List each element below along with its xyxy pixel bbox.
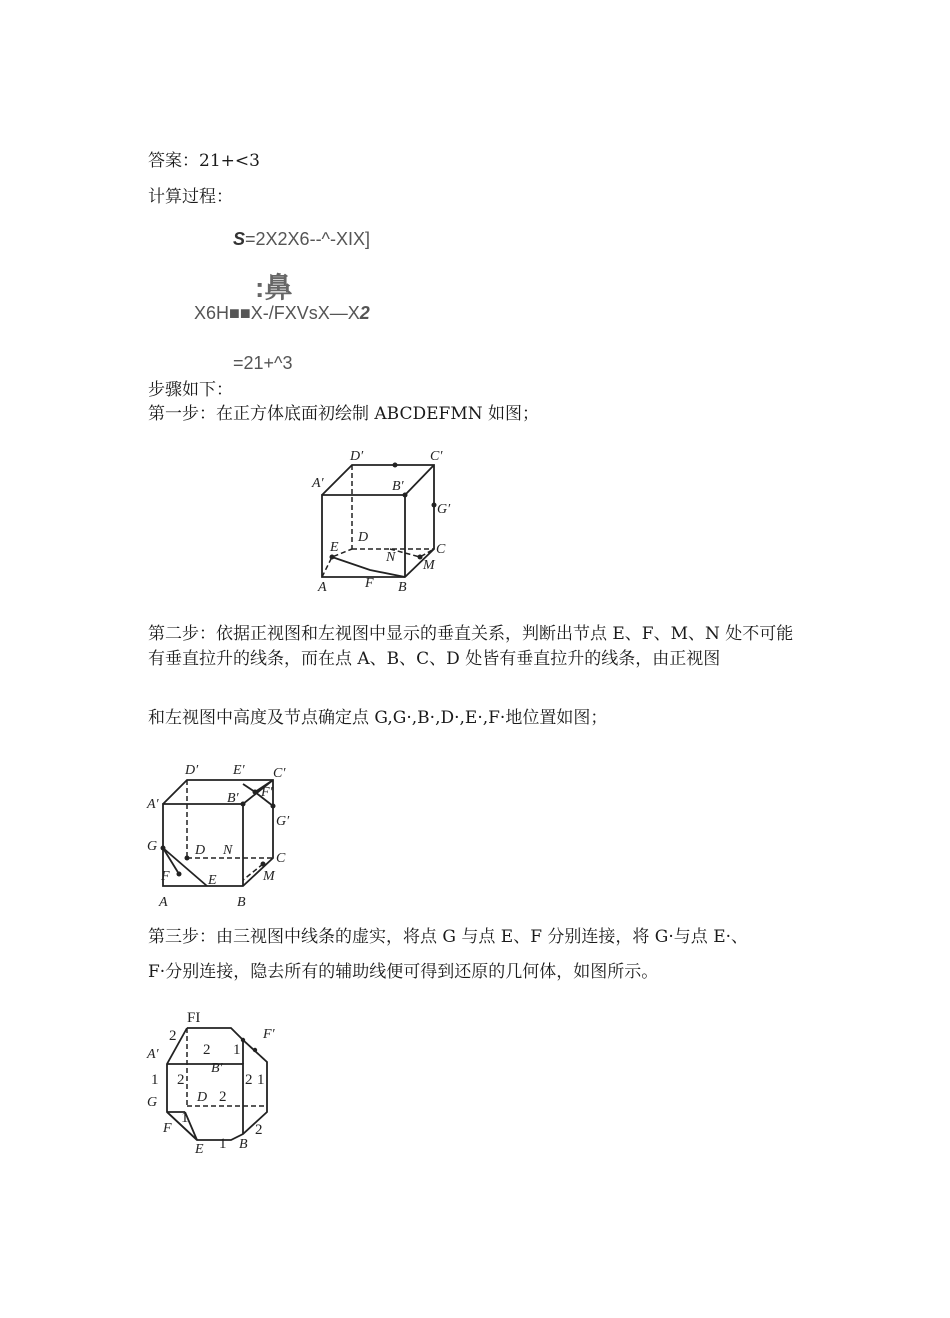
formula-line-1: [233, 229, 370, 250]
fig2-label-d: D: [195, 843, 206, 858]
fig3-num-2b: 2: [203, 1042, 211, 1058]
fig2-label-g: G: [147, 839, 158, 854]
step-2-continued: 和左视图中高度及节点确定点 G,G·,B·,D·,E·,F·地位置如图；: [148, 708, 608, 728]
answer-text: 答案：21+<3: [148, 151, 260, 171]
fig1-label-f: F: [365, 576, 374, 591]
fig3-label-g: G: [147, 1095, 158, 1110]
fig3-num-1c: 1: [257, 1072, 265, 1088]
fig2-label-f-top: F′: [261, 785, 273, 800]
fig3-num-1a: 1: [233, 1042, 241, 1058]
fig3-num-1e: 1: [219, 1136, 227, 1152]
fig3-label-a-top: A′: [147, 1047, 159, 1062]
fig1-label-a: A: [318, 580, 327, 595]
fig2-label-c: C: [276, 851, 286, 866]
fig1-label-n: N: [386, 550, 396, 565]
fig1-label-b: B: [398, 580, 407, 595]
fig3-num-2a: 2: [169, 1028, 177, 1044]
fig3-label-fi: FI: [187, 1010, 201, 1026]
fig2-label-m: M: [263, 869, 275, 884]
fig1-label-c: C: [436, 542, 446, 557]
fig3-label-e: E: [195, 1142, 204, 1157]
fig3-label-f-top: F′: [263, 1027, 275, 1042]
fig1-label-d: D: [358, 530, 369, 545]
figure-1-cube: [310, 445, 480, 595]
fig3-label-f: F: [163, 1121, 172, 1136]
step-1-text: 第一步：在正方体底面初绘制 ABCDEFMN 如图；: [148, 404, 540, 424]
fig2-label-f: F: [161, 869, 170, 884]
fig3-num-2f: 2: [255, 1122, 263, 1138]
formula-s: S: [233, 229, 246, 249]
fig1-label-g-top: G′: [437, 502, 451, 517]
figure-2-construction: [145, 762, 305, 912]
step-2-paragraph: 第二步：依据正视图和左视图中显示的垂直关系，判断出节点 E、F、M、N 处不可能有垂直拉升的线条，而在点 A、B、C、D 处皆有垂直拉升的线条，由正视图: [148, 624, 794, 669]
fig2-label-b: B: [237, 895, 246, 910]
formula-result: =21+^3: [233, 353, 293, 373]
fig2-label-e: E: [208, 873, 217, 888]
formula-line-2: [194, 303, 370, 324]
fig2-label-d-top: D′: [185, 763, 199, 778]
fig2-label-a: A: [159, 895, 168, 910]
fig1-label-b-top: B′: [392, 479, 404, 494]
calc-label: 计算过程：: [148, 187, 233, 207]
fig2-label-a-top: A′: [147, 797, 159, 812]
formula-line-2-end: 2: [359, 303, 370, 323]
fig1-label-e: E: [330, 540, 339, 555]
formula-line-2-text: X6H■■X-/FXVsX—X: [194, 303, 360, 323]
fig1-label-a-top: A′: [312, 476, 324, 491]
formula-line-1-text: =2X2X6--^-XIX]: [245, 229, 371, 249]
formula-mid: :鼻: [255, 272, 293, 303]
fig3-num-1d: 1: [181, 1110, 189, 1126]
figure-3-solid: [145, 1010, 280, 1155]
steps-label: 步骤如下：: [148, 380, 233, 400]
fig3-num-1b: 1: [151, 1072, 159, 1088]
fig3-label-b: B: [239, 1137, 248, 1152]
fig3-label-d: D: [197, 1090, 208, 1105]
fig2-label-c-top: C′: [273, 766, 286, 781]
step-3-text: 第三步：由三视图中线条的虚实，将点 G 与点 E、F 分别连接，将 G·与点 E·、: [148, 927, 749, 947]
fig3-num-2c: 2: [177, 1072, 185, 1088]
fig1-label-c-top: C′: [430, 449, 443, 464]
fig3-num-2d: 2: [245, 1072, 253, 1088]
fig2-label-n: N: [223, 843, 233, 858]
fig3-label-b-top: B′: [211, 1061, 223, 1076]
fig3-num-2e: 2: [219, 1089, 227, 1105]
fig1-label-d-top: D′: [350, 449, 364, 464]
fig2-label-e-top: E′: [233, 763, 245, 778]
step-3-continued: F·分别连接，隐去所有的辅助线便可得到还原的几何体，如图所示。: [148, 962, 659, 982]
fig1-label-m: M: [423, 558, 435, 573]
fig2-label-g-top: G′: [276, 814, 290, 829]
fig2-label-b-top: B′: [227, 791, 239, 806]
